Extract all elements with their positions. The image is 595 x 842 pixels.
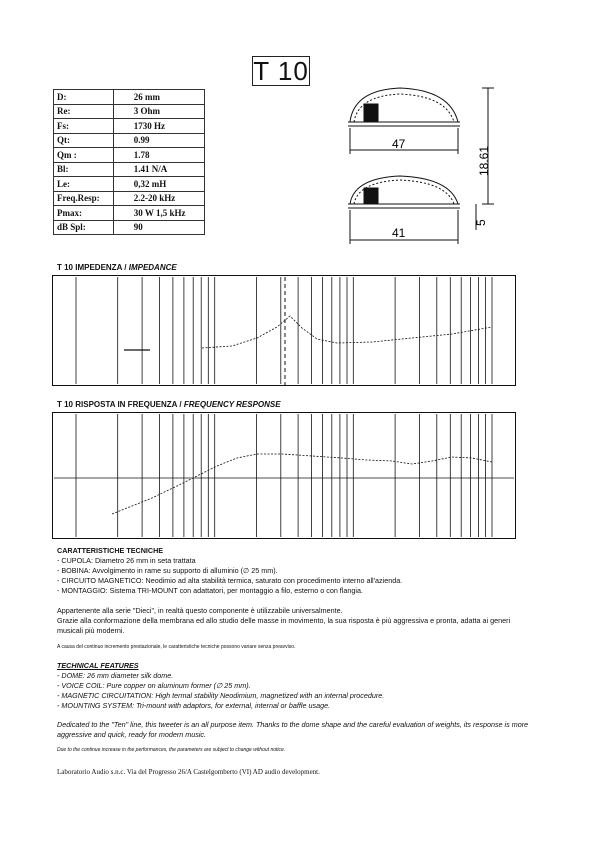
spec-row [54,220,205,235]
spec-row [54,191,205,206]
it-line: - CIRCUITO MAGNETICO: Neodimio ad alta stabilità termica, saturato con procedimento interno all'azienda. [57,576,403,585]
en-heading: TECHNICAL FEATURES [57,661,139,670]
spec-label: Fs: [54,119,114,134]
spec-row [54,119,205,134]
it-heading: CARATTERISTICHE TECNICHE [57,546,164,555]
spec-value: 0.99 [113,133,204,148]
spec-row [54,133,205,148]
it-line: - BOBINA: Avvolgimento in rame su supporto di alluminio (∅ 25 mm). [57,566,278,575]
en-line: - MOUNTING SYSTEM: Tri-mount with adaptors, for external, internal or baffle usage. [57,701,331,710]
dim-41: 41 [392,226,406,240]
spec-label: Freq.Resp: [54,191,114,206]
frequency-response-chart [52,412,516,540]
spec-label: Qt: [54,133,114,148]
dim-47: 47 [392,137,406,151]
spec-label: Re: [54,104,114,119]
spec-value: 26 mm [113,90,204,105]
spec-value: 1730 Hz [113,119,204,134]
spec-label: D: [54,90,114,105]
spec-label: Pmax: [54,206,114,221]
spec-label: dB Spl: [54,220,114,235]
spec-label: Qm : [54,148,114,163]
en-line: - DOME: 26 mm diameter silk dome. [57,671,174,680]
spec-value: 3 Ohm [113,104,204,119]
spec-value: 90 [113,220,204,235]
it-para-2: Grazie alla conformazione della membrana ed allo studio delle masse in movimento, la sua risposta è più aggressiva e pronta, adatta ai generi musicali più moderni. [57,616,511,635]
spec-value: 30 W 1,5 kHz [113,206,204,221]
spec-value: 1.78 [113,148,204,163]
it-line: - CUPOLA: Diametro 26 mm in seta trattata [57,556,196,565]
it-section [57,546,535,652]
spec-value: 1.41 N/A [113,162,204,177]
response-title: T 10 RISPOSTA IN FREQUENZA / FREQUENCY RESPONSE [57,400,281,409]
en-line: - VOICE COIL: Pure copper on aluminum former (∅ 25 mm). [57,681,251,690]
spec-row [54,90,205,105]
model-title: T 10 [253,56,309,86]
spec-row [54,206,205,221]
spec-row [54,148,205,163]
it-note: A causa del continuo incremento prestazionale, le caratteristiche tecniche possono variare senza preavviso. [57,644,296,650]
spec-label: Bl: [54,162,114,177]
spec-value: 2.2-20 kHz [113,191,204,206]
it-para-1: Appartenente alla serie "Dieci", in realtà questo componente è utilizzabile universalmente. [57,606,343,615]
spec-row [54,177,205,192]
spec-label: Le: [54,177,114,192]
spec-table [53,89,205,235]
en-para: Dedicated to the "Ten" line, this tweeter is an all purpose item. Thanks to the dome shape and the careful evaluation of weights, its response is more aggressive and quick, ready for modern music. [57,720,529,739]
en-line: - MAGNETIC CIRCUITATION: High termal stability Neodimium, magnetized with an internal procedure. [57,691,385,700]
it-line: - MONTAGGIO: Sistema TRI-MOUNT con adattatori, per montaggio a filo, esterno o con flangia. [57,586,363,595]
footer: Laboratorio Audio s.n.c. Via del Progresso 26/A Castelgomberto (VI) AD audio development. [57,768,320,776]
spec-value: 0,32 mH [113,177,204,192]
en-section [57,661,535,755]
tweeter-dimension-drawing [340,84,500,250]
en-note: Due to the continue increase in the performances, the parameters are subject to change without notice. [57,747,286,753]
impedance-chart [52,275,516,387]
dim-1861: 18.61 [477,145,491,176]
dim-5: 5 [474,219,488,226]
spec-row [54,162,205,177]
impedance-title: T 10 IMPEDENZA / IMPEDANCE [57,263,177,272]
spec-row [54,104,205,119]
